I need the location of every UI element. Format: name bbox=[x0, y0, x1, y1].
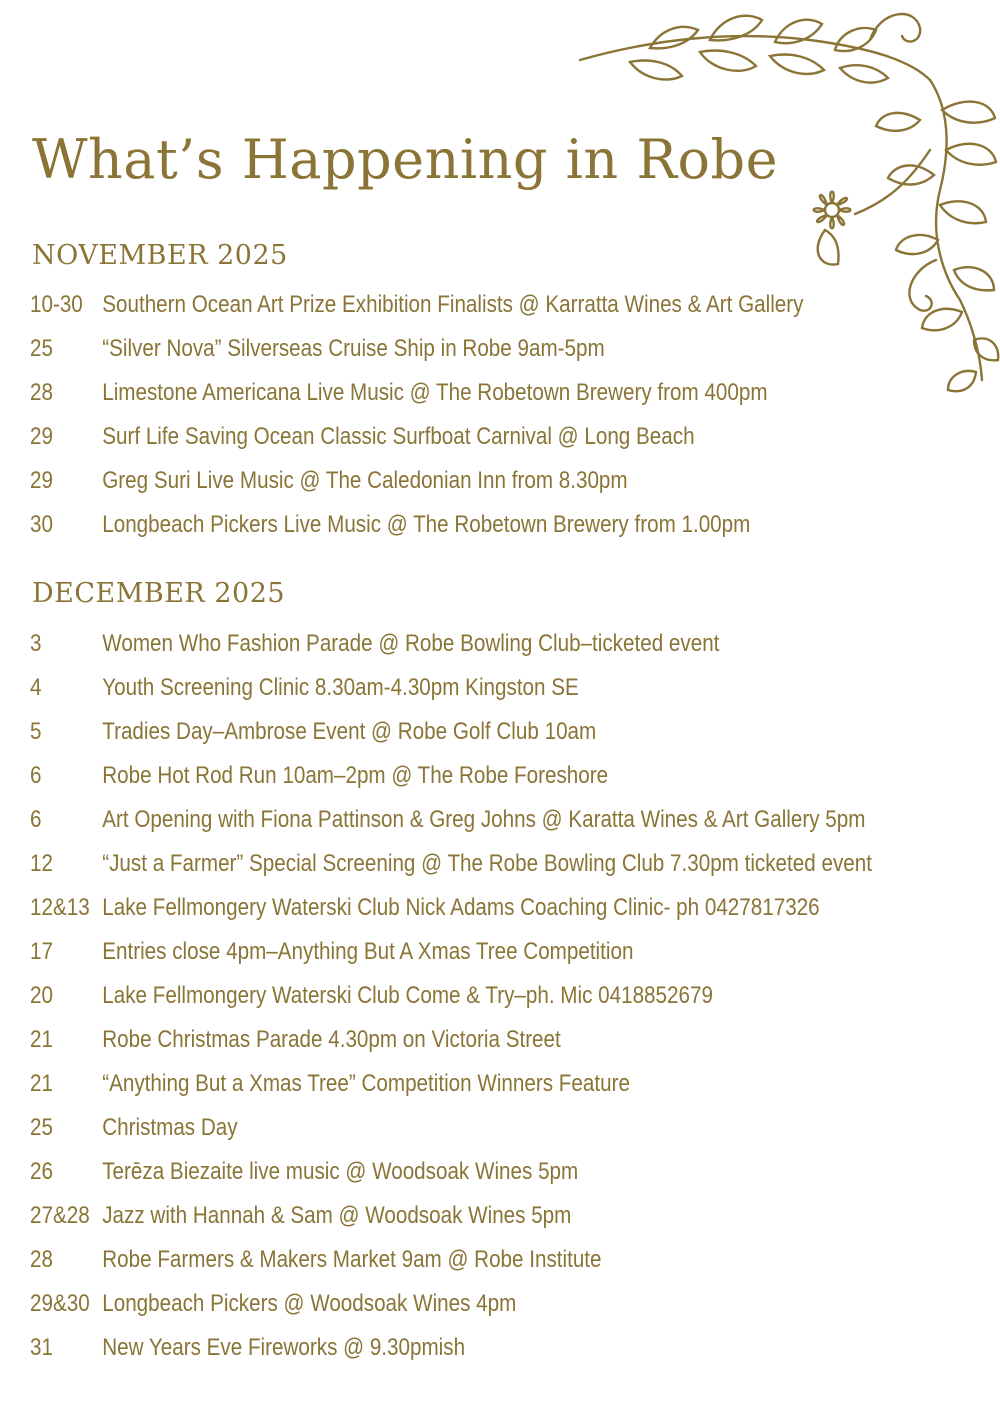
list-item bbox=[30, 886, 872, 930]
event-description: Terēza Biezaite live music @ Woodsoak Wines 5pm bbox=[102, 1158, 579, 1185]
list-item bbox=[30, 842, 872, 886]
event-description: Robe Christmas Parade 4.30pm on Victoria Street bbox=[102, 1026, 561, 1053]
event-date: 28 bbox=[30, 379, 53, 406]
event-description: Southern Ocean Art Prize Exhibition Finalists @ Karratta Wines & Art Gallery bbox=[102, 291, 804, 318]
event-date: 31 bbox=[30, 1334, 53, 1361]
event-date: 29 bbox=[30, 423, 53, 450]
list-item bbox=[30, 798, 872, 842]
event-description: Longbeach Pickers @ Woodsoak Wines 4pm bbox=[102, 1290, 517, 1317]
event-date: 10-30 bbox=[30, 291, 83, 318]
event-date: 12 bbox=[30, 850, 53, 877]
event-date: 28 bbox=[30, 1246, 53, 1273]
event-description: Lake Fellmongery Waterski Club Nick Adams Coaching Clinic- ph 0427817326 bbox=[102, 894, 820, 921]
list-item bbox=[30, 1194, 872, 1238]
event-description: Robe Farmers & Makers Market 9am @ Robe Institute bbox=[102, 1246, 602, 1273]
month-heading-november: NOVEMBER 2025 bbox=[32, 240, 288, 271]
november-event-list bbox=[30, 283, 929, 547]
event-description: Lake Fellmongery Waterski Club Come & Try–ph. Mic 0418852679 bbox=[102, 982, 713, 1009]
page-title: What’s Happening in Robe bbox=[32, 128, 779, 191]
event-description: Robe Hot Rod Run 10am–2pm @ The Robe Foreshore bbox=[102, 762, 609, 789]
list-item bbox=[30, 1150, 872, 1194]
list-item bbox=[30, 1238, 872, 1282]
event-date: 5 bbox=[30, 718, 42, 745]
list-item bbox=[30, 930, 872, 974]
list-item bbox=[30, 283, 803, 327]
event-description: Art Opening with Fiona Pattinson & Greg Johns @ Karatta Wines & Art Gallery 5pm bbox=[102, 806, 866, 833]
event-description: Tradies Day–Ambrose Event @ Robe Golf Club 10am bbox=[102, 718, 597, 745]
list-item bbox=[30, 974, 872, 1018]
list-item bbox=[30, 459, 803, 503]
event-description: “Just a Farmer” Special Screening @ The Robe Bowling Club 7.30pm ticketed event bbox=[102, 850, 872, 877]
event-date: 25 bbox=[30, 1114, 53, 1141]
list-item bbox=[30, 622, 872, 666]
list-item bbox=[30, 754, 872, 798]
event-description: Entries close 4pm–Anything But A Xmas Tree Competition bbox=[102, 938, 634, 965]
event-description: Surf Life Saving Ocean Classic Surfboat Carnival @ Long Beach bbox=[102, 423, 695, 450]
month-heading-december: DECEMBER 2025 bbox=[32, 578, 286, 609]
event-date: 12&13 bbox=[30, 894, 90, 921]
event-date: 3 bbox=[30, 630, 42, 657]
event-description: Longbeach Pickers Live Music @ The Robetown Brewery from 1.00pm bbox=[102, 511, 751, 538]
event-description: “Anything But a Xmas Tree” Competition Winners Feature bbox=[102, 1070, 630, 1097]
event-date: 26 bbox=[30, 1158, 53, 1185]
event-date: 21 bbox=[30, 1026, 53, 1053]
list-item bbox=[30, 666, 872, 710]
event-date: 17 bbox=[30, 938, 53, 965]
event-date: 27&28 bbox=[30, 1202, 90, 1229]
event-date: 30 bbox=[30, 511, 53, 538]
event-date: 25 bbox=[30, 335, 53, 362]
event-description: Limestone Americana Live Music @ The Robetown Brewery from 400pm bbox=[102, 379, 768, 406]
event-date: 6 bbox=[30, 806, 42, 833]
event-description: Greg Suri Live Music @ The Caledonian Inn from 8.30pm bbox=[102, 467, 628, 494]
event-description: New Years Eve Fireworks @ 9.30pmish bbox=[102, 1334, 466, 1361]
list-item bbox=[30, 1326, 872, 1370]
december-event-list bbox=[30, 622, 1000, 1370]
list-item bbox=[30, 503, 803, 547]
event-description: “Silver Nova” Silverseas Cruise Ship in Robe 9am-5pm bbox=[102, 335, 605, 362]
event-date: 29 bbox=[30, 467, 53, 494]
event-description: Jazz with Hannah & Sam @ Woodsoak Wines 5pm bbox=[102, 1202, 572, 1229]
list-item bbox=[30, 371, 803, 415]
event-description: Christmas Day bbox=[102, 1114, 238, 1141]
list-item bbox=[30, 1282, 872, 1326]
event-description: Youth Screening Clinic 8.30am-4.30pm Kingston SE bbox=[102, 674, 579, 701]
list-item bbox=[30, 1062, 872, 1106]
list-item bbox=[30, 1018, 872, 1062]
list-item bbox=[30, 1106, 872, 1150]
event-date: 21 bbox=[30, 1070, 53, 1097]
event-date: 6 bbox=[30, 762, 42, 789]
event-date: 20 bbox=[30, 982, 53, 1009]
event-description: Women Who Fashion Parade @ Robe Bowling Club–ticketed event bbox=[102, 630, 720, 657]
list-item bbox=[30, 415, 803, 459]
event-date: 4 bbox=[30, 674, 42, 701]
event-date: 29&30 bbox=[30, 1290, 90, 1317]
list-item bbox=[30, 327, 803, 371]
list-item bbox=[30, 710, 872, 754]
